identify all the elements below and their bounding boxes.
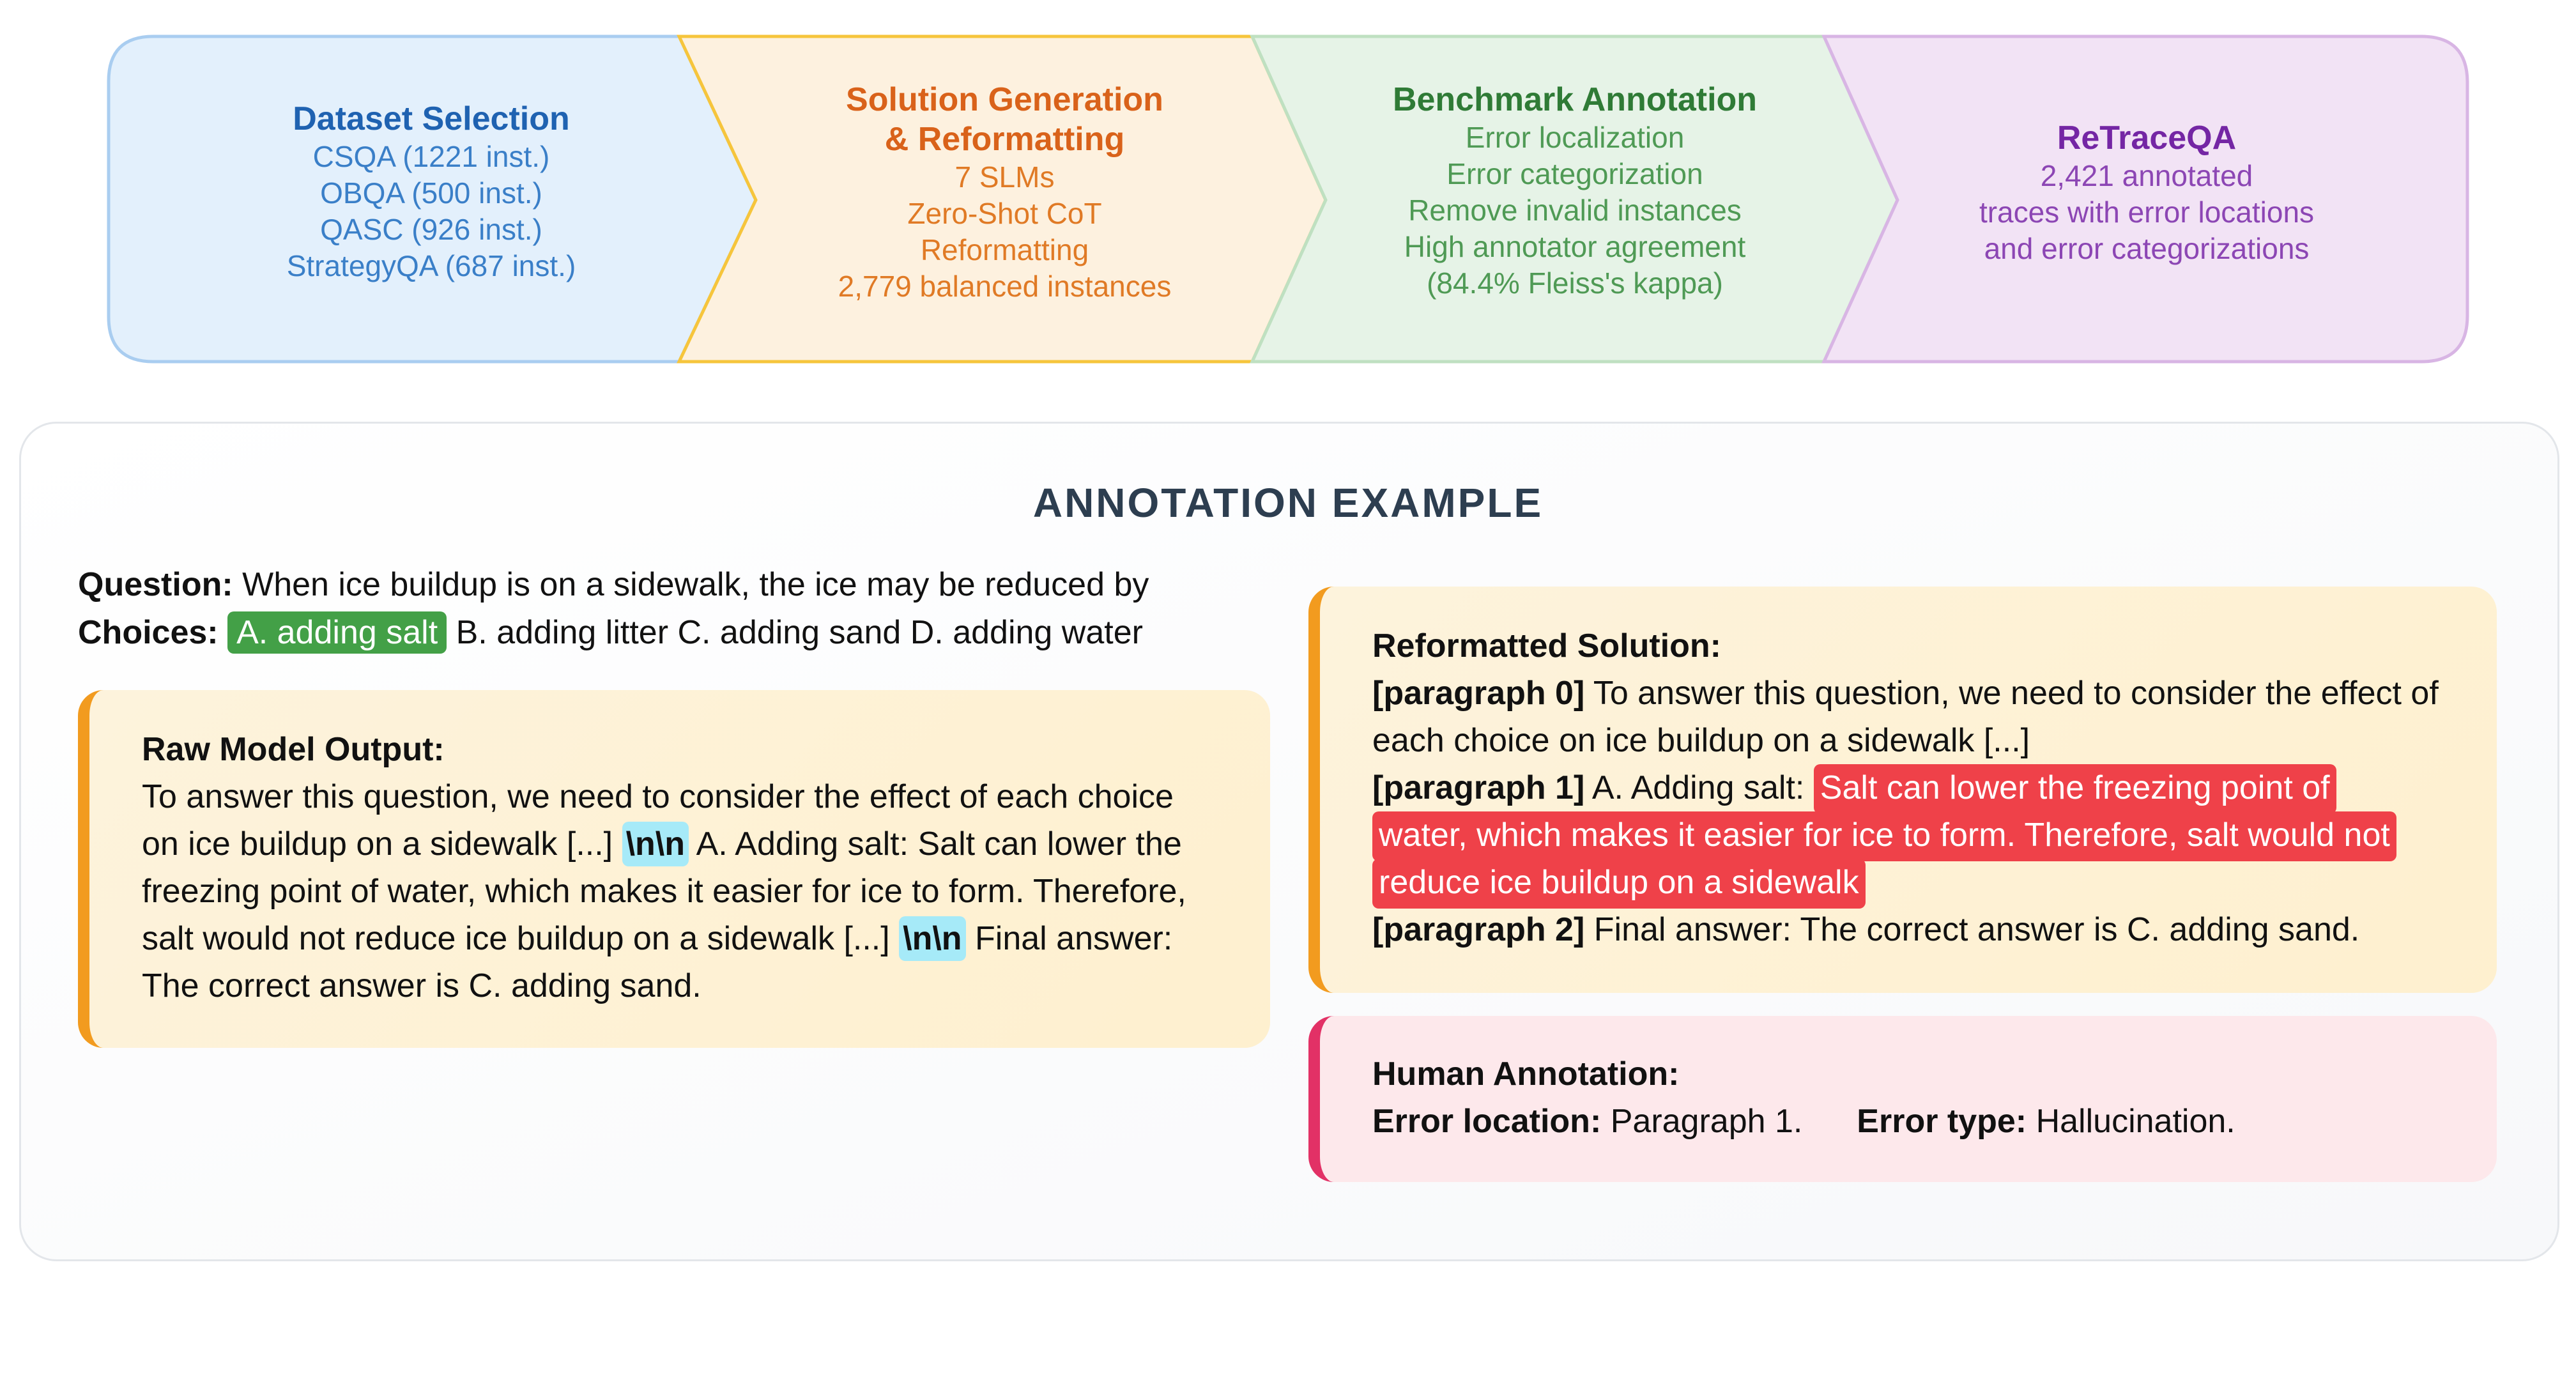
paragraph-text: To answer this question, we need to consider the effect of — [1593, 675, 2439, 712]
paragraph-text: A. Adding salt: — [1591, 769, 1805, 806]
stage-dataset-selection — [109, 99, 754, 284]
raw-output-text: Final answer: — [975, 920, 1173, 957]
stage-line: CSQA (1221 inst.) — [312, 140, 550, 173]
stage-line: (84.4% Fleiss's kappa) — [1427, 266, 1723, 300]
stage-title: Solution Generation — [846, 81, 1163, 118]
stage-line: High annotator agreement — [1404, 230, 1746, 263]
stage-line: StrategyQA (687 inst.) — [286, 249, 576, 282]
reformatted-title: Reformatted Solution: — [1372, 627, 1721, 664]
raw-output-text: A. Adding salt: Salt can lower the — [696, 826, 1182, 863]
raw-output-text: salt would not reduce ice buildup on a sidewalk [...] — [142, 920, 890, 957]
stage-line: Zero-Shot CoT — [907, 197, 1102, 230]
human-annotation-card — [1308, 1016, 2497, 1182]
raw-model-output-card — [78, 690, 1270, 1048]
stage-line: Remove invalid instances — [1408, 194, 1742, 227]
paragraph-label: [paragraph 2] — [1372, 911, 1585, 948]
error-location-value: Paragraph 1. — [1610, 1103, 1803, 1140]
stage-line: 2,779 balanced instances — [838, 270, 1172, 303]
stage-line: traces with error locations — [1979, 196, 2315, 229]
stage-benchmark-annotation — [1284, 80, 1866, 302]
reformatted-solution-card — [1308, 587, 2497, 993]
stage-solution-generation — [712, 80, 1297, 305]
stage-line: Error localization — [1465, 121, 1685, 154]
choices-label: Choices: — [78, 614, 218, 651]
question-line — [78, 565, 1149, 604]
paragraph-1-continued — [1372, 811, 2471, 859]
raw-output-line: To answer this question, we need to consider the effect of each choice — [142, 778, 1174, 815]
error-highlight: Salt can lower the freezing point of — [1814, 764, 2336, 814]
stage-line: Error categorization — [1446, 157, 1703, 190]
paragraph-text: Final answer: The correct answer is C. adding sand. — [1593, 911, 2360, 948]
raw-output-line: The correct answer is C. adding sand. — [142, 967, 702, 1004]
paragraph-2 — [1372, 906, 2471, 953]
paragraph-1-continued — [1372, 859, 2471, 906]
paragraph-label: [paragraph 0] — [1372, 675, 1585, 712]
stage-line: and error categorizations — [1984, 232, 2310, 265]
stage-title: & Reformatting — [884, 121, 1125, 158]
error-highlight: water, which makes it easier for ice to form. Therefore, salt would not — [1372, 811, 2396, 861]
raw-output-line — [142, 915, 1270, 962]
stage-line: QASC (926 inst.) — [320, 213, 542, 246]
choices-line — [78, 611, 1143, 654]
stage-line: 2,421 annotated — [2040, 159, 2253, 192]
error-type-label: Error type: — [1857, 1103, 2027, 1140]
raw-output-line: freezing point of water, which makes it easier for ice to form. Therefore, — [142, 873, 1186, 910]
raw-output-line — [142, 820, 1270, 868]
other-choices: B. adding litter C. adding sand D. adding water — [456, 614, 1143, 651]
question-label: Question: — [78, 566, 233, 603]
stage-line: OBQA (500 inst.) — [320, 176, 542, 210]
human-annotation-title: Human Annotation: — [1372, 1056, 1680, 1093]
error-location-label: Error location: — [1372, 1103, 1602, 1140]
raw-output-text: on ice buildup on a sidewalk [...] — [142, 826, 613, 863]
raw-output-title: Raw Model Output: — [142, 731, 445, 768]
paragraph-0 — [1372, 670, 2471, 717]
error-type-value: Hallucination. — [2035, 1103, 2235, 1140]
paragraph-0-continued: each choice on ice buildup on a sidewalk [...] — [1372, 722, 2030, 759]
stage-title: Dataset Selection — [293, 100, 570, 137]
correct-choice-badge: A. adding salt — [227, 611, 447, 654]
stage-title: Benchmark Annotation — [1392, 81, 1758, 118]
error-highlight: reduce ice buildup on a sidewalk — [1372, 859, 1866, 909]
annotation-example-heading: ANNOTATION EXAMPLE — [1032, 480, 1544, 526]
stage-retraceqa — [1853, 118, 2441, 267]
question-text: When ice buildup is on a sidewalk, the ice may be reduced by — [242, 566, 1149, 603]
stage-title: ReTraceQA — [2057, 119, 2237, 157]
newline-separator-highlight: \n\n — [622, 822, 689, 866]
paragraph-label: [paragraph 1] — [1372, 769, 1585, 806]
newline-separator-highlight: \n\n — [899, 916, 965, 961]
stage-line: 7 SLMs — [954, 160, 1055, 194]
stage-line: Reformatting — [920, 233, 1089, 266]
human-annotation-details — [1372, 1098, 2497, 1145]
paragraph-1 — [1372, 764, 2471, 811]
